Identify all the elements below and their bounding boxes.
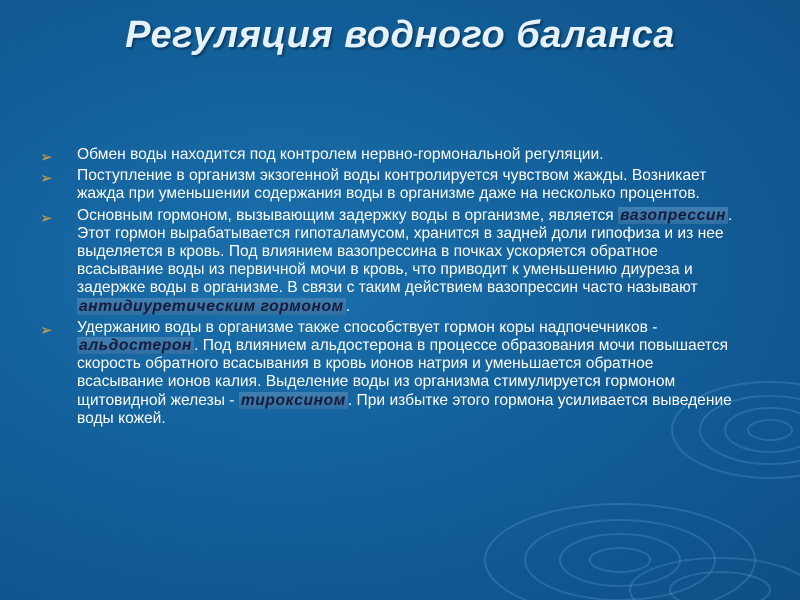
bullet-list bbox=[40, 146, 740, 431]
text-run: Обмен воды находится под контролем нервно-гормональной регуляции. bbox=[77, 146, 604, 163]
text-run: . Под влиянием альдостерона в процессе образования мочи повышается скорость обратного всасывания в кровь ионов натрия и уменьшается обратное всасывание ионов калия. Выделение воды из организма стимулируется гормоном щитовидной железы - bbox=[77, 337, 729, 409]
emphasized-term: антидиуретическим гормоном bbox=[79, 297, 344, 315]
bullet-text bbox=[77, 167, 740, 203]
bullet-text bbox=[77, 207, 740, 316]
text-run: Основным гормоном, вызывающим задержку воды в организме, является bbox=[77, 206, 619, 224]
bullet-arrow-icon: ➢ bbox=[40, 320, 53, 339]
bullet-arrow-icon: ➢ bbox=[40, 169, 53, 188]
bullet-text bbox=[77, 319, 740, 428]
emphasized-term: тироксином bbox=[240, 391, 346, 409]
text-run: . При избытке этого гормона усиливается выведение воды кожей. bbox=[77, 391, 732, 427]
bullet-item bbox=[40, 167, 740, 203]
text-run: Удержанию воды в организме также способствует гормон коры надпочечников - bbox=[77, 318, 658, 336]
bullet-item bbox=[40, 207, 740, 316]
text-run: . Этот гормон вырабатывается гипоталамусом, хранится в задней доли гипофиза и из нее выделяется в кровь. Под влиянием вазопрессина в почках ускоряется обратное всасывание воды из первичной мочи в кровь, что приводит к уменьшению диуреза и задержке воды в организме. В связи с таким действием вазопрессин часто называют bbox=[77, 206, 733, 297]
bullet-item bbox=[40, 319, 740, 428]
emphasized-term: альдостерон bbox=[79, 337, 193, 355]
bullet-arrow-icon: ➢ bbox=[40, 208, 53, 227]
text-run: . bbox=[345, 297, 351, 315]
bullet-text bbox=[77, 146, 740, 164]
bullet-arrow-icon: ➢ bbox=[40, 148, 53, 166]
emphasized-term: вазопрессин bbox=[620, 206, 727, 224]
bullet-item bbox=[40, 146, 740, 164]
text-run: Поступление в организм экзогенной воды контролируется чувством жажды. Возникает жажда при уменьшении содержания воды в организме даже на несколько процентов. bbox=[77, 167, 707, 203]
slide-title: Регуляция водного баланса bbox=[125, 14, 675, 56]
